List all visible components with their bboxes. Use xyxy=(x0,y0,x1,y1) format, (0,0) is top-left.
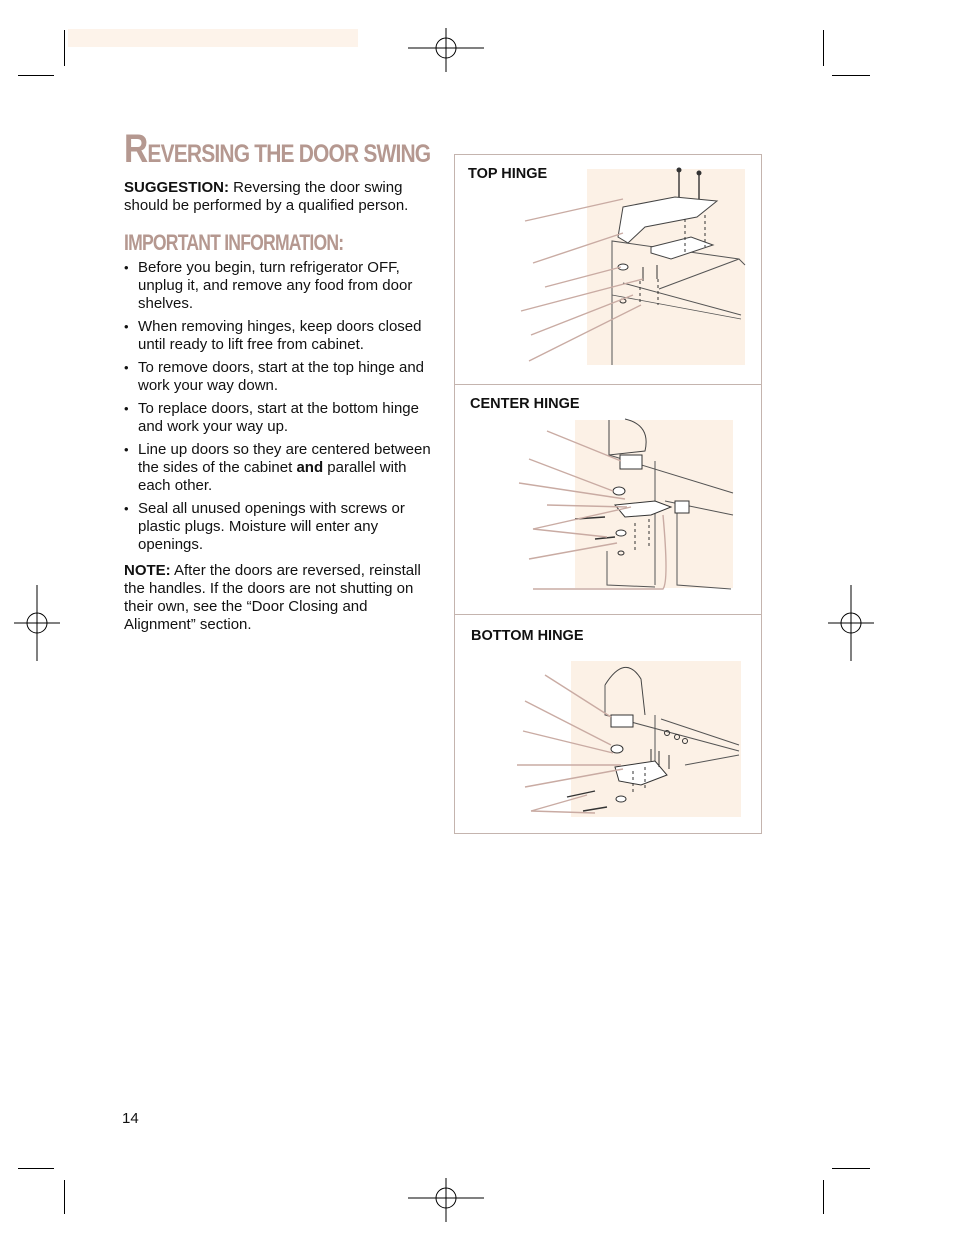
list-item: • Seal all unused openings with screws or plastic plugs. Moisture will enter any openings. xyxy=(124,500,438,554)
suggestion-label: SUGGESTION: xyxy=(124,179,230,196)
crop-mark xyxy=(832,75,870,76)
list-item-bold: and xyxy=(296,459,324,476)
title-rest: EVERSING THE DOOR SWING xyxy=(147,140,431,168)
crop-mark xyxy=(832,1168,870,1169)
suggestion-paragraph xyxy=(124,179,436,215)
top-hinge-illustration xyxy=(521,168,745,366)
center-hinge-illustration xyxy=(519,419,733,589)
crop-mark xyxy=(64,30,65,66)
bottom-hinge-illustration xyxy=(517,661,741,817)
registration-mark-icon xyxy=(408,28,484,72)
crop-mark xyxy=(823,30,824,66)
hinge-illustrations xyxy=(455,155,761,833)
list-item: • To replace doors, start at the bottom hinge and work your way up. xyxy=(124,400,438,436)
list-item: • To remove doors, start at the top hinge and work your way down. xyxy=(124,359,438,395)
center-hinge-label: CENTER HINGE xyxy=(470,396,580,412)
registration-mark-icon xyxy=(14,585,60,661)
crop-mark xyxy=(823,1180,824,1214)
color-bar xyxy=(68,29,358,47)
top-hinge-label: TOP HINGE xyxy=(468,166,548,182)
suggestion-text: Reversing the door swing should be performed by a qualified person. xyxy=(124,179,409,214)
title-initial: R xyxy=(124,127,148,171)
crop-mark xyxy=(64,1180,65,1214)
important-heading: IMPORTANT INFORMATION: xyxy=(124,230,344,255)
crop-mark xyxy=(18,75,54,76)
note-label: NOTE: xyxy=(124,562,171,579)
crop-mark xyxy=(18,1168,54,1169)
note-paragraph xyxy=(124,562,436,634)
bottom-hinge-label: BOTTOM HINGE xyxy=(471,628,584,644)
list-item: • Before you begin, turn refrigerator OFF, unplug it, and remove any food from door shelves. xyxy=(124,259,438,313)
page-number: 14 xyxy=(122,1110,139,1127)
important-list xyxy=(124,259,438,559)
list-item xyxy=(124,441,438,495)
registration-mark-icon xyxy=(828,585,874,661)
list-item-text: parallel with each other. xyxy=(138,459,407,494)
page-title xyxy=(124,127,431,171)
note-text: After the doors are reversed, reinstall the handles. If the doors are not shutting on their own, see the “Door Closing and Alignment” section. xyxy=(124,562,421,633)
registration-mark-icon xyxy=(408,1178,484,1222)
hinge-figure xyxy=(454,154,762,834)
list-item: • When removing hinges, keep doors closed until ready to lift free from cabinet. xyxy=(124,318,438,354)
list-item-text: Line up doors so they are centered between the sides of the cabinet xyxy=(138,441,431,476)
